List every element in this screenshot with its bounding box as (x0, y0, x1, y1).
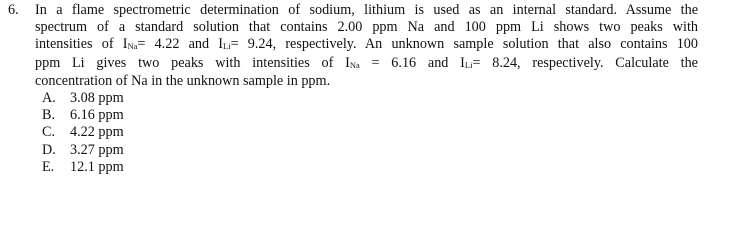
answer-choices (42, 90, 698, 176)
choice-text: 4.22 ppm (70, 124, 124, 141)
question-text (35, 2, 698, 90)
subscript-na: Na (349, 59, 360, 70)
choice-letter: E. (42, 158, 55, 175)
choice-d[interactable] (42, 142, 698, 159)
question-line-1: In a flame spectrometric determination of sodium, lithium is used as an internal standard. Assume the (35, 2, 698, 18)
question-line-3: intensities of INa= 4.22 and ILi= 9.24, respectively. An unknown sample solution that also contains 100 (35, 36, 698, 53)
choice-c[interactable] (42, 124, 698, 141)
choice-letter: C. (42, 124, 56, 141)
choice-letter: B. (42, 107, 56, 124)
choice-text: 6.16 ppm (70, 107, 124, 124)
question-block (8, 2, 698, 176)
subscript-na: Na (127, 41, 138, 52)
question-line-4: ppm Li gives two peaks with intensities of INa = 6.16 and ILi= 8.24, respectively. Calculate the (35, 54, 698, 71)
subscript-li: Li (464, 59, 473, 70)
choice-letter: D. (42, 141, 56, 158)
choice-b[interactable] (42, 107, 698, 124)
subscript-li: Li (223, 41, 231, 52)
choice-letter: A. (42, 90, 56, 107)
choice-text: 3.27 ppm (70, 141, 124, 158)
choice-e[interactable] (42, 159, 698, 176)
choice-text: 12.1 ppm (70, 158, 124, 175)
choice-a[interactable] (42, 90, 698, 107)
question-number: 6. (8, 2, 19, 18)
choice-text: 3.08 ppm (70, 90, 124, 107)
question-line-2: spectrum of a standard solution that contains 2.00 ppm Na and 100 ppm Li shows two peaks with (35, 19, 698, 36)
question-line-5: concentration of Na in the unknown sample in ppm. (35, 72, 331, 89)
